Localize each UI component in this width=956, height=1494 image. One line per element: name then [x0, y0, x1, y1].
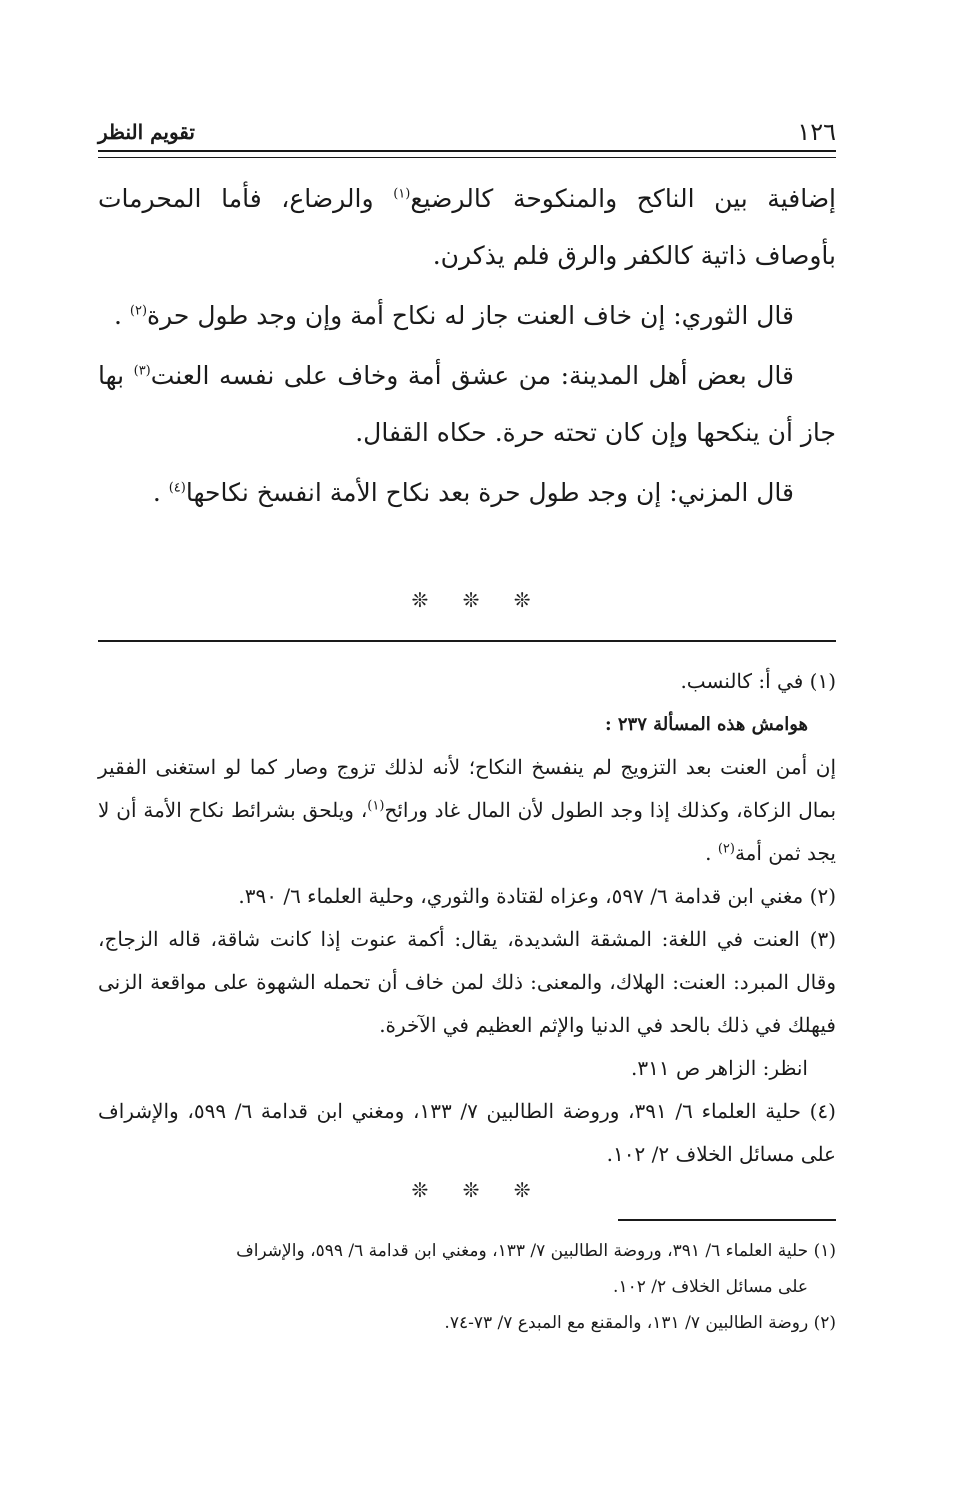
- footnote-ref[interactable]: (٣): [133, 363, 151, 379]
- footnote-ref[interactable]: (١): [367, 798, 385, 814]
- footnote-3-ref: انظر: الزاهر ص ٣١١.: [631, 1056, 808, 1080]
- footnote-ref[interactable]: (١): [393, 186, 411, 202]
- footnote-rule-short: [618, 1219, 836, 1221]
- running-title: تقويم النظر: [98, 120, 195, 144]
- section-separator-2: ❊ ❊ ❊: [411, 1178, 545, 1202]
- paragraph-2: قال الثوري: إن خاف العنت جاز له نكاح أمة وإن وجد طول حرة$^{(٢)}$ .: [113, 301, 794, 330]
- bottom-footnote-2: (٢) روضة الطالبين ٧/ ١٣١، والمقنع مع المبدع ٧/ ٧٣-٧٤.: [444, 1313, 836, 1333]
- footnote-2: (٢) مغني ابن قدامة ٦/ ٥٩٧، وعزاه لقتادة والثوري، وحلية العلماء ٦/ ٣٩٠.: [238, 884, 836, 908]
- footnote-1: (١) في أ: كالنسب.: [680, 669, 836, 693]
- paragraph-4: قال المزني: إن وجد طول حرة بعد نكاح الأمة انفسخ نكاحها$^{(٤)}$ .: [152, 478, 794, 507]
- page-number: ١٢٦: [797, 118, 836, 146]
- section-separator: ❊ ❊ ❊: [411, 588, 545, 612]
- footnote-4: (٤) حلية العلماء ٦/ ٣٩١، وروضة الطالبين ٧/ ١٣٣، ومغني ابن قدامة ٦/ ٥٩٩، والإشراف على مسائل الخلاف ٢/ ١٠٢.: [98, 1099, 836, 1166]
- paragraph-3: قال بعض أهل المدينة: من عشق أمة وخاف على نفسه العنت$^{(٣)}$ بها جاز أن ينكحها وإن كان تحته حرة. حكاه القفال.: [98, 361, 836, 447]
- bottom-footnotes: [98, 1233, 836, 1341]
- footnote-3: (٣) العنت في اللغة: المشقة الشديدة، يقال: أكمة عنوت إذا كانت شاقة، قاله الزجاج، وقال المبرد: العنت: الهلاك، والمعنى: ذلك لمن خاف أن تحمله الشهوة على مواقعة الزنى فيهلك في ذلك بالحد في الدنيا والإثم العظيم في الآخرة.: [98, 927, 836, 1037]
- footnotes: [98, 660, 836, 1176]
- bottom-footnote-1: (١) حلية العلماء ٦/ ٣٩١، وروضة الطالبين ٧/ ١٣٣، ومغني ابن قدامة ٦/ ٥٩٩، والإشراف: [236, 1241, 836, 1261]
- footnote-subheading: هوامش هذه المسألة ٢٣٧ :: [604, 714, 808, 735]
- bottom-footnote-1-cont: على مسائل الخلاف ٢/ ١٠٢.: [613, 1277, 808, 1297]
- footnote-ref[interactable]: (٢): [129, 303, 148, 319]
- footnote-rule: [98, 640, 836, 642]
- footnote-1-text: إن أمن العنت بعد التزويج لم ينفسخ النكاح؛ لأنه لذلك تزوج وصار كما لو استغنى الفقير بمال الزكاة، وكذلك إذا وجد الطول لأن المال غاد ورائح$^{(١)}$، ويلحق بشرائط نكاح الأمة أن لا يجد ثمن أمة$^{(٢)}$ .: [98, 755, 837, 865]
- paragraph-1: إضافية بين الناكح والمنكوحة كالرضيع$^{(١)}$ والرضاع، فأما المحرمات بأوصاف ذاتية كالكفر والرق فلم يذكرن.: [98, 184, 836, 270]
- footnote-ref[interactable]: (٤): [168, 480, 186, 496]
- footnote-ref[interactable]: (٢): [717, 841, 735, 857]
- page-header: [98, 118, 836, 152]
- header-rule: [98, 150, 836, 158]
- main-text: [98, 170, 836, 524]
